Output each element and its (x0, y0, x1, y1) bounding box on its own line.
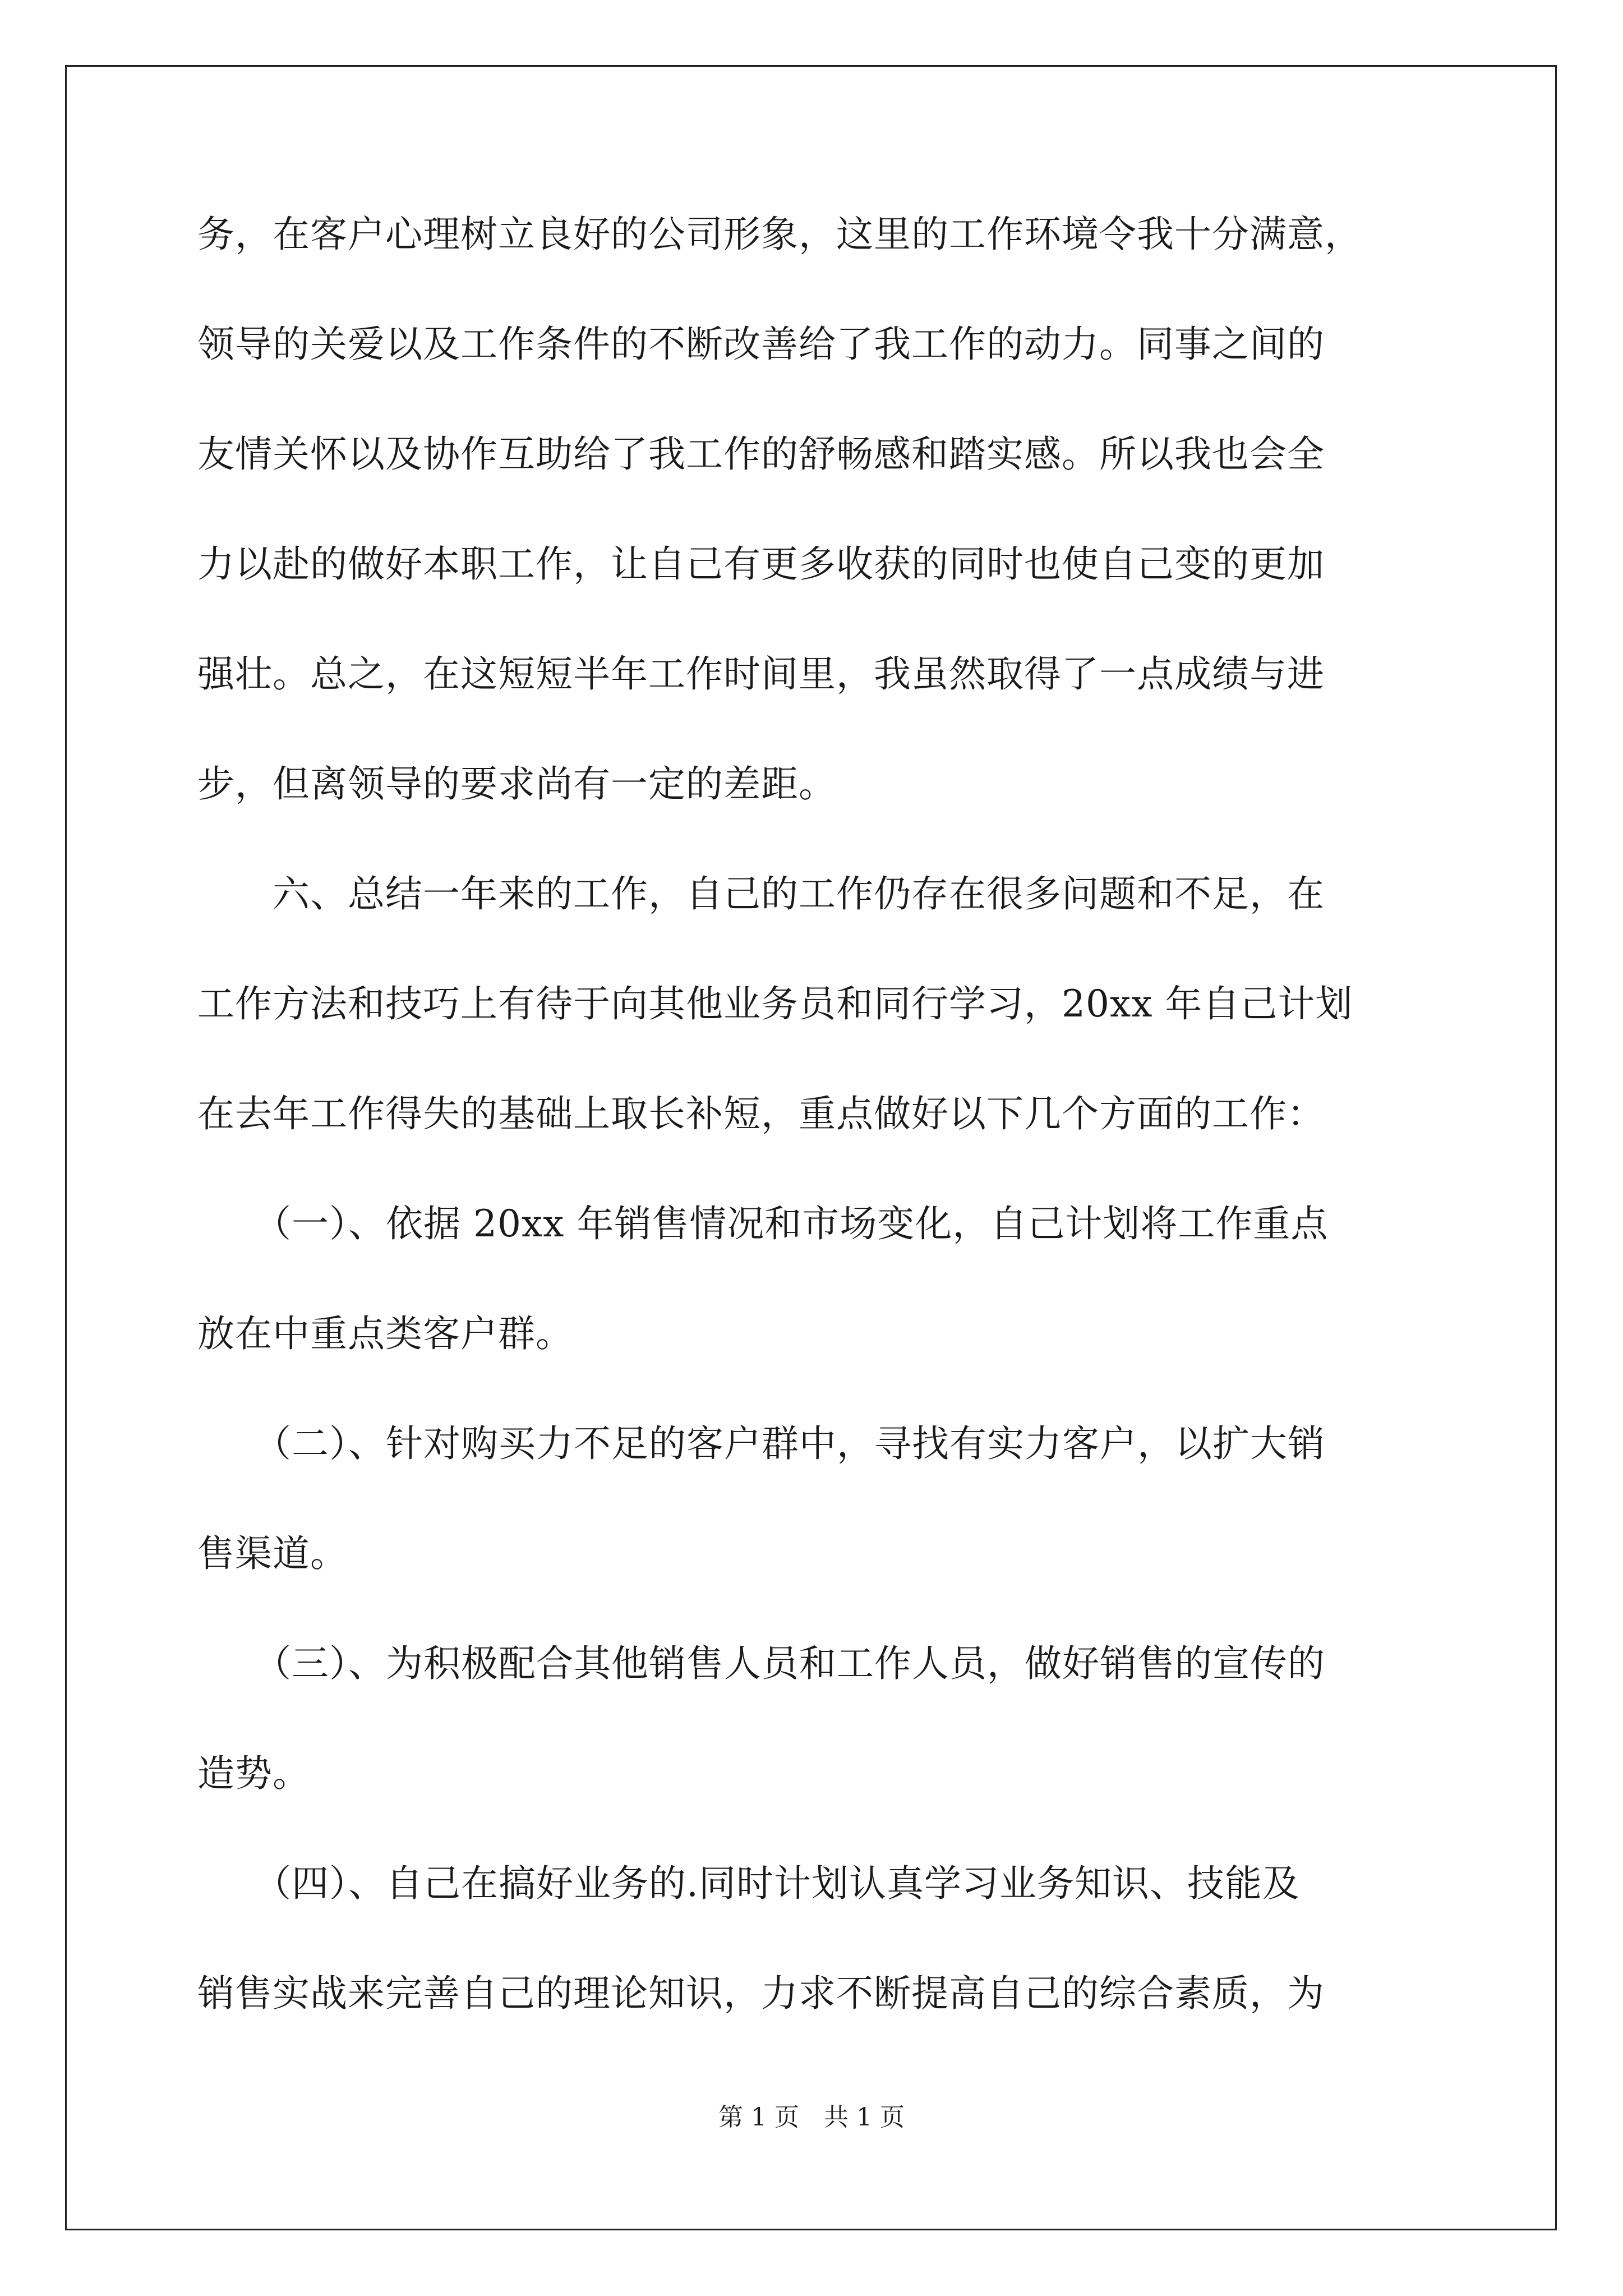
text-line: （一）、依据 20xx 年销售情况和市场变化，自己计划将工作重点 (197, 1202, 1329, 1245)
text-line: 工作方法和技巧上有待于向其他业务员和同行学习，20xx 年自己计划 (197, 982, 1353, 1025)
text-line: （三）、为积极配合其他销售人员和工作人员，做好销售的宣传的 (197, 1642, 1325, 1685)
text-line: 销售实战来完善自己的理论知识，力求不断提高自己的综合素质，为 (197, 1972, 1325, 2015)
text-line: 步，但离领导的要求尚有一定的差距。 (197, 762, 836, 806)
text-line: 放在中重点类客户群。 (197, 1312, 573, 1355)
text-line: 强壮。总之，在这短短半年工作时间里，我虽然取得了一点成绩与进 (197, 652, 1325, 696)
text-line: （四）、自己在搞好业务的.同时计划认真学习业务知识、技能及 (197, 1862, 1300, 1905)
text-line: （二）、针对购买力不足的客户群中，寻找有实力客户，以扩大销 (197, 1422, 1325, 1465)
text-line: 领导的关爱以及工作条件的不断改善给了我工作的动力。同事之间的 (197, 323, 1325, 366)
text-line: 务，在客户心理树立良好的公司形象，这里的工作环境令我十分满意， (197, 213, 1362, 256)
text-line: 在去年工作得失的基础上取长补短，重点做好以下几个方面的工作： (197, 1092, 1325, 1135)
page-footer: 第 1 页 共 1 页 (718, 2103, 905, 2132)
text-line: 友情关怀以及协作互助给了我工作的舒畅感和踏实感。所以我也会全 (197, 432, 1325, 476)
text-line: 售渠道。 (197, 1532, 348, 1575)
text-line: 六、总结一年来的工作，自己的工作仍存在很多问题和不足，在 (197, 872, 1325, 915)
text-line: 造势。 (197, 1752, 310, 1795)
text-line: 力以赴的做好本职工作，让自己有更多收获的同时也使自己变的更加 (197, 542, 1325, 586)
document-body (197, 180, 1431, 2049)
